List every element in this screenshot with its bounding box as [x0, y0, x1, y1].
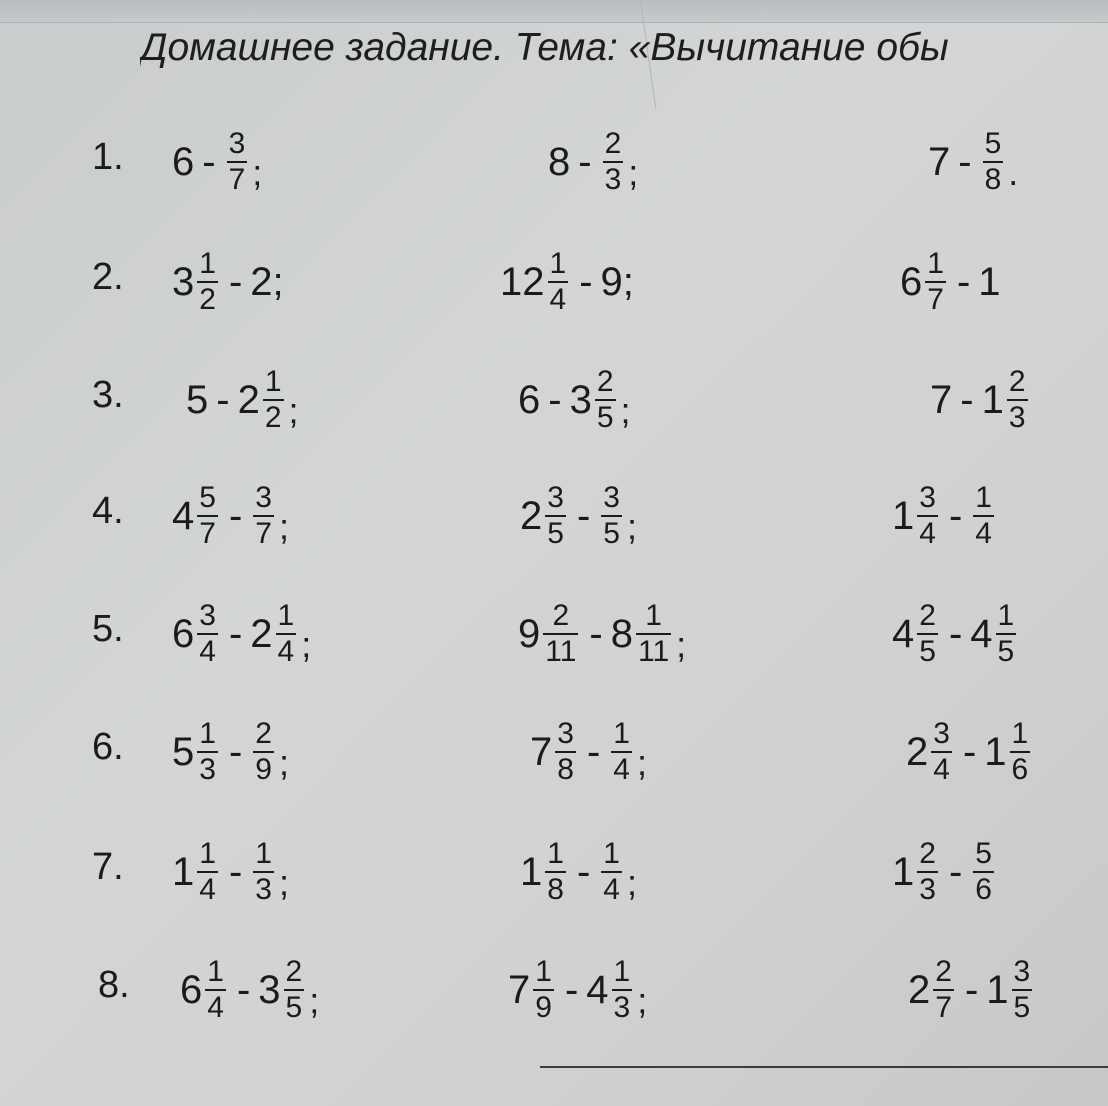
math-expression	[518, 350, 631, 450]
fraction-denominator: 3	[199, 753, 216, 786]
fraction-numerator: 3	[547, 481, 564, 514]
fraction	[983, 129, 1004, 195]
punctuation: ;	[628, 152, 639, 193]
fraction-numerator: 3	[557, 717, 574, 750]
punctuation: ;	[301, 624, 312, 665]
minus-sign: -	[564, 967, 579, 1012]
minus-sign: -	[228, 849, 243, 894]
math-expression	[928, 112, 1018, 212]
fraction-denominator: 5	[919, 635, 936, 668]
fraction-numerator: 2	[552, 599, 570, 632]
fraction-numerator: 2	[604, 127, 622, 160]
whole-number: 9;	[600, 259, 634, 304]
fraction-numerator: 2	[935, 955, 952, 988]
fraction-denominator: 9	[535, 991, 552, 1024]
fraction	[603, 129, 624, 195]
fraction	[263, 367, 284, 433]
punctuation: ;	[252, 152, 263, 193]
exercise-number: 3.	[92, 374, 124, 416]
fraction-numerator: 2	[919, 837, 936, 870]
whole-number: 7	[930, 377, 953, 422]
math-expression	[508, 940, 647, 1040]
fraction	[205, 957, 226, 1023]
whole-number: 5	[172, 729, 195, 774]
whole-number: 4	[586, 967, 609, 1012]
fraction-numerator: 1	[255, 837, 272, 870]
fraction	[925, 249, 946, 315]
minus-sign: -	[589, 611, 603, 656]
fraction	[917, 839, 938, 905]
punctuation: ;	[278, 742, 289, 783]
fraction-denominator: 7	[228, 163, 246, 196]
fraction-denominator: 2	[264, 401, 282, 434]
whole-number: 1	[520, 849, 543, 894]
whole-number: 4	[892, 611, 915, 656]
whole-number: 7	[530, 729, 553, 774]
fraction-numerator: 5	[975, 837, 992, 870]
fraction	[973, 483, 994, 549]
math-expression	[180, 940, 319, 1040]
exercise-number: 2.	[92, 256, 124, 298]
minus-sign: -	[948, 849, 963, 894]
fraction-numerator: 3	[255, 481, 272, 514]
whole-number: 2	[250, 611, 273, 656]
fraction-denominator: 4	[613, 753, 630, 786]
fraction	[197, 483, 218, 549]
fraction-numerator: 1	[547, 837, 564, 870]
whole-number: 3	[569, 377, 592, 422]
math-expression	[518, 584, 686, 684]
math-expression	[530, 702, 647, 802]
fraction	[601, 839, 622, 905]
whole-number: 7	[928, 139, 951, 184]
whole-number: 5	[186, 377, 209, 422]
minus-sign: -	[228, 493, 243, 538]
fraction	[595, 367, 616, 433]
math-expression	[172, 466, 289, 566]
math-expression	[906, 702, 1033, 802]
fraction	[555, 719, 576, 785]
math-expression	[892, 822, 997, 922]
minus-sign: -	[576, 493, 591, 538]
fraction-denominator: 3	[919, 873, 936, 906]
exercise-row	[0, 466, 1108, 566]
fraction	[636, 601, 671, 667]
math-expression	[900, 232, 1001, 332]
fraction	[543, 601, 578, 667]
fraction-denominator: 5	[603, 517, 620, 550]
fraction-numerator: 5	[199, 481, 216, 514]
whole-number: 6	[172, 611, 195, 656]
fraction-denominator: 4	[277, 635, 295, 668]
punctuation: .	[1008, 152, 1019, 193]
minus-sign: -	[958, 139, 972, 184]
exercise-row	[0, 584, 1108, 684]
minus-sign: -	[960, 377, 974, 422]
math-expression	[172, 702, 289, 802]
whole-number: 6	[172, 139, 195, 184]
exercise-number: 1.	[92, 136, 124, 178]
fraction-numerator: 1	[927, 247, 944, 280]
minus-sign: -	[216, 377, 230, 422]
fraction-numerator: 1	[549, 247, 567, 280]
fraction	[533, 957, 554, 1023]
fraction-denominator: 4	[975, 517, 992, 550]
fraction	[917, 483, 938, 549]
whole-number: 1	[172, 849, 195, 894]
fraction	[996, 601, 1017, 667]
whole-number: 7	[508, 967, 531, 1012]
minus-sign: -	[578, 139, 592, 184]
fraction-numerator: 3	[1013, 955, 1031, 988]
fraction-numerator: 2	[255, 717, 272, 750]
math-expression	[186, 350, 299, 450]
fraction-denominator: 4	[199, 635, 216, 668]
fraction-denominator: 6	[1011, 753, 1029, 786]
math-expression	[520, 822, 637, 922]
fraction-numerator: 3	[919, 481, 936, 514]
fraction-denominator: 11	[545, 635, 577, 668]
minus-sign: -	[228, 611, 243, 656]
punctuation: ;	[626, 506, 637, 547]
punctuation: ;	[309, 980, 320, 1021]
fraction	[284, 957, 305, 1023]
fraction	[1007, 367, 1028, 433]
fraction-denominator: 5	[547, 517, 564, 550]
math-expression	[892, 466, 997, 566]
math-expression	[172, 584, 311, 684]
fraction-numerator: 1	[199, 717, 216, 750]
whole-number: 4	[970, 611, 993, 656]
fraction-numerator: 3	[933, 717, 950, 750]
fraction	[545, 483, 566, 549]
whole-number: 1	[892, 849, 915, 894]
whole-number: 4	[172, 493, 195, 538]
whole-number: 2	[237, 377, 260, 422]
fraction-denominator: 3	[613, 991, 631, 1024]
exercise-row	[0, 112, 1108, 212]
fraction	[548, 249, 569, 315]
fraction-numerator: 1	[613, 717, 630, 750]
fraction-numerator: 1	[603, 837, 620, 870]
exercise-number: 5.	[92, 608, 124, 650]
fraction-numerator: 1	[975, 481, 992, 514]
math-expression	[548, 112, 638, 212]
whole-number: 6	[900, 259, 923, 304]
fraction	[612, 957, 633, 1023]
fraction-denominator: 4	[199, 873, 216, 906]
fraction	[601, 483, 622, 549]
whole-number: 2;	[250, 259, 284, 304]
fraction-numerator: 1	[199, 837, 216, 870]
fraction	[253, 719, 274, 785]
exercise-number: 8.	[98, 964, 130, 1006]
punctuation: ;	[626, 862, 637, 903]
punctuation: ;	[278, 506, 289, 547]
fraction-numerator: 2	[285, 955, 303, 988]
punctuation: ;	[620, 390, 631, 431]
whole-number: 1	[981, 377, 1004, 422]
math-expression	[172, 112, 262, 212]
worksheet-title: Домашнее задание. Тема: «Вычитание обы	[140, 26, 949, 69]
fraction-numerator: 1	[264, 365, 282, 398]
fraction-numerator: 3	[199, 599, 216, 632]
punctuation: ;	[676, 624, 687, 665]
fraction-denominator: 7	[935, 991, 952, 1024]
whole-number: 8	[610, 611, 633, 656]
fraction	[197, 601, 218, 667]
math-expression	[172, 822, 289, 922]
paper-top-edge	[0, 0, 1108, 23]
fraction-denominator: 9	[255, 753, 272, 786]
fraction-denominator: 8	[557, 753, 574, 786]
fraction-numerator: 3	[228, 127, 246, 160]
math-expression	[172, 232, 284, 332]
minus-sign: -	[964, 967, 979, 1012]
fraction-denominator: 3	[1008, 401, 1026, 434]
fraction	[1012, 957, 1033, 1023]
whole-number: 12	[500, 259, 545, 304]
fraction-denominator: 8	[984, 163, 1002, 196]
exercise-row	[0, 702, 1108, 802]
whole-number: 9	[518, 611, 541, 656]
fraction-denominator: 4	[933, 753, 950, 786]
minus-sign: -	[202, 139, 216, 184]
fraction-numerator: 1	[207, 955, 224, 988]
fraction-denominator: 5	[1013, 991, 1031, 1024]
exercise-number: 7.	[92, 846, 124, 888]
fraction	[197, 719, 218, 785]
exercise-row	[0, 232, 1108, 332]
exercise-number: 4.	[92, 490, 124, 532]
exercise-number: 6.	[92, 726, 124, 768]
fraction-denominator: 2	[199, 283, 216, 316]
whole-number: 3	[258, 967, 281, 1012]
fraction	[253, 839, 274, 905]
fraction-numerator: 1	[645, 599, 662, 632]
fraction-numerator: 2	[919, 599, 936, 632]
fraction-denominator: 7	[255, 517, 272, 550]
exercise-row	[0, 940, 1108, 1040]
whole-number: 1	[892, 493, 915, 538]
fraction	[276, 601, 297, 667]
math-expression	[908, 940, 1035, 1040]
fraction	[253, 483, 274, 549]
minus-sign: -	[956, 259, 971, 304]
fraction-numerator: 3	[603, 481, 620, 514]
fraction-denominator: 5	[285, 991, 303, 1024]
fraction	[973, 839, 994, 905]
math-expression	[500, 232, 634, 332]
punctuation: ;	[637, 980, 648, 1021]
fraction-numerator: 1	[199, 247, 216, 280]
fraction-numerator: 1	[613, 955, 631, 988]
minus-sign: -	[548, 377, 562, 422]
whole-number: 1	[984, 729, 1007, 774]
whole-number: 6	[180, 967, 203, 1012]
punctuation: ;	[636, 742, 647, 783]
math-expression	[520, 466, 637, 566]
fraction	[917, 601, 938, 667]
fraction-numerator: 1	[277, 599, 295, 632]
fraction	[197, 249, 218, 315]
fraction-numerator: 1	[535, 955, 552, 988]
punctuation: ;	[278, 862, 289, 903]
exercise-row	[0, 822, 1108, 922]
fraction	[227, 129, 248, 195]
minus-sign: -	[579, 259, 593, 304]
whole-number: 2	[520, 493, 543, 538]
fraction-denominator: 6	[975, 873, 992, 906]
whole-number: 6	[518, 377, 541, 422]
fraction-denominator: 4	[919, 517, 936, 550]
minus-sign: -	[576, 849, 591, 894]
fraction-denominator: 4	[603, 873, 620, 906]
fraction	[1010, 719, 1031, 785]
minus-sign: -	[962, 729, 977, 774]
punctuation: ;	[288, 390, 299, 431]
fraction-numerator: 2	[1008, 365, 1026, 398]
whole-number: 2	[908, 967, 931, 1012]
minus-sign: -	[236, 967, 251, 1012]
fraction-denominator: 3	[604, 163, 622, 196]
math-expression	[930, 350, 1031, 450]
minus-sign: -	[228, 259, 243, 304]
fraction-denominator: 5	[596, 401, 614, 434]
fraction	[545, 839, 566, 905]
whole-number: 2	[906, 729, 929, 774]
fraction-numerator: 1	[1011, 717, 1029, 750]
bottom-rule-line	[540, 1066, 1108, 1068]
fraction-denominator: 4	[207, 991, 224, 1024]
minus-sign: -	[228, 729, 243, 774]
exercise-row	[0, 350, 1108, 450]
fraction-numerator: 1	[997, 599, 1015, 632]
whole-number: 8	[548, 139, 571, 184]
whole-number: 1	[986, 967, 1009, 1012]
whole-number: 1	[978, 259, 1001, 304]
minus-sign: -	[586, 729, 601, 774]
whole-number: 3	[172, 259, 195, 304]
fraction-denominator: 8	[547, 873, 564, 906]
math-expression	[892, 584, 1019, 684]
fraction-denominator: 7	[199, 517, 216, 550]
minus-sign: -	[948, 611, 963, 656]
minus-sign: -	[948, 493, 963, 538]
fraction-denominator: 4	[549, 283, 567, 316]
fraction	[933, 957, 954, 1023]
fraction-numerator: 2	[596, 365, 614, 398]
fraction-denominator: 3	[255, 873, 272, 906]
fraction-denominator: 7	[927, 283, 944, 316]
fraction-numerator: 5	[984, 127, 1002, 160]
fraction-denominator: 5	[997, 635, 1015, 668]
fraction-denominator: 11	[637, 635, 670, 668]
fraction	[611, 719, 632, 785]
fraction	[197, 839, 218, 905]
fraction	[931, 719, 952, 785]
